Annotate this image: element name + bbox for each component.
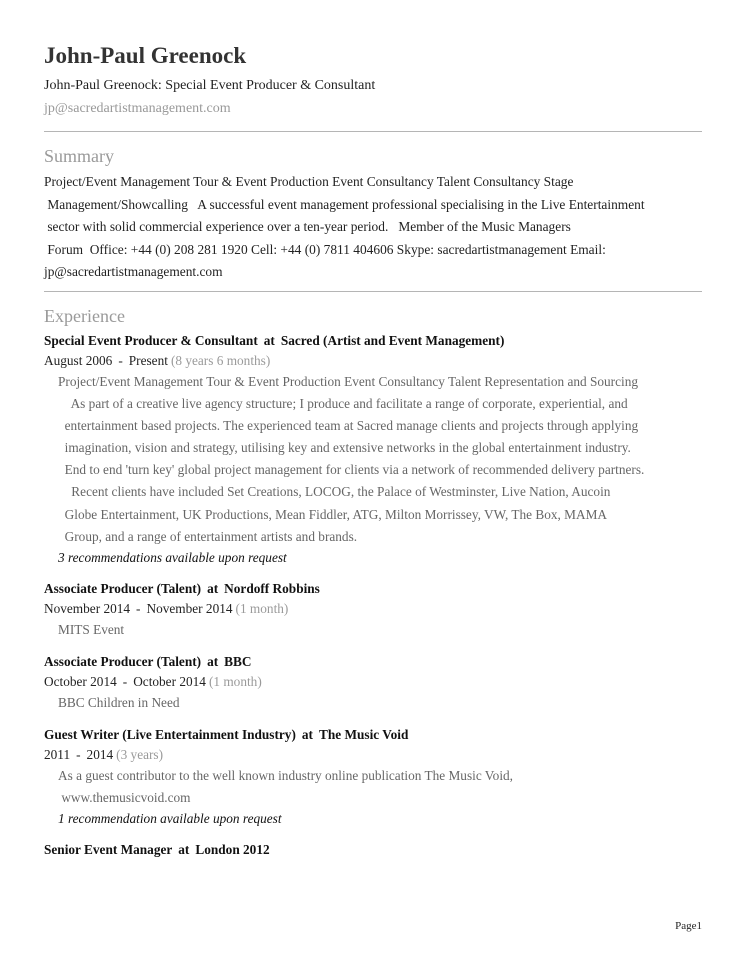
job-title-line: [44, 579, 702, 599]
experience-entry: [44, 331, 702, 568]
job-at-label: at: [263, 332, 275, 348]
job-start-date: August 2006: [44, 352, 113, 368]
job-description-line: Recent clients have included Set Creations, LOCOG, the Palace of Westminster, Live Nation, Aucoin: [58, 484, 611, 500]
job-end-date: Present: [128, 352, 168, 368]
job-duration: (1 month): [208, 673, 262, 689]
summary-line: Forum Office: +44 (0) 208 281 1920 Cell: +44 (0) 7811 404606 Skype: sacredartistmanagement Email:: [44, 241, 606, 257]
experience-entry: [44, 840, 702, 860]
job-description: [44, 371, 702, 548]
job-end-date: November 2014: [146, 600, 233, 616]
job-dates: [44, 745, 702, 765]
date-separator: -: [122, 673, 128, 689]
summary-line: Project/Event Management Tour & Event Production Event Consultancy Talent Consultancy Stage: [44, 174, 574, 189]
job-start-date: November 2014: [44, 600, 131, 616]
job-role: Special Event Producer & Consultant: [44, 332, 258, 348]
experience-heading: Experience: [44, 305, 125, 326]
section-divider: [44, 291, 702, 292]
job-description: [44, 765, 702, 809]
job-end-date: 2014: [86, 746, 114, 762]
profile-email[interactable]: jp@sacredartistmanagement.com: [44, 101, 231, 116]
job-description-line: As part of a creative live agency structure; I produce and facilitate a range of corporate, experiential, and: [58, 396, 628, 412]
job-description-line: Project/Event Management Tour & Event Production Event Consultancy Talent Representation and Sourcing: [58, 373, 638, 389]
job-company: Nordoff Robbins: [224, 580, 320, 596]
job-at-label: at: [207, 653, 219, 669]
job-dates: [44, 599, 702, 619]
summary-line: sector with solid commercial experience over a ten-year period. Member of the Music Managers: [44, 219, 571, 235]
experience-entry: [44, 652, 702, 714]
job-title-line: [44, 840, 702, 860]
date-separator: -: [118, 352, 123, 368]
job-title-line: [44, 331, 702, 351]
summary-heading: Summary: [44, 146, 114, 166]
resume-page: [44, 42, 702, 871]
job-company: London 2012: [195, 842, 270, 858]
experience-list: [44, 331, 702, 860]
job-at-label: at: [207, 580, 219, 596]
job-description-line: End to end 'turn key' global project management for clients via a network of recommended delivery partners.: [58, 462, 645, 478]
job-end-date: October 2014: [133, 673, 206, 689]
profile-headline: John-Paul Greenock: Special Event Producer & Consultant: [44, 78, 376, 93]
job-title-line: [44, 725, 702, 745]
job-company: The Music Void: [318, 726, 409, 742]
job-description-line: Globe Entertainment, UK Productions, Mean Fiddler, ATG, Milton Morrissey, VW, The Box, MAMA: [58, 506, 608, 522]
job-role: Senior Event Manager: [44, 842, 173, 858]
job-company: Sacred (Artist and Event Management): [280, 332, 505, 348]
experience-entry: [44, 725, 702, 829]
job-at-label: at: [178, 842, 190, 858]
job-recommendation-note: 1 recommendation available upon request: [58, 811, 282, 827]
job-description-line: www.themusicvoid.com: [58, 790, 191, 805]
job-description-line: entertainment based projects. The experienced team at Sacred manage clients and projects through applying: [58, 418, 639, 434]
job-description: [44, 619, 702, 641]
job-duration: (3 years): [116, 746, 164, 762]
job-company: BBC: [224, 653, 252, 669]
job-start-date: October 2014: [44, 673, 117, 689]
job-recommendation-note: 3 recommendations available upon request: [58, 549, 287, 565]
page-number: Page1: [675, 920, 702, 932]
job-dates: [44, 351, 702, 371]
date-separator: -: [76, 746, 81, 762]
job-start-date: 2011: [44, 746, 71, 762]
job-duration: (8 years 6 months): [170, 352, 271, 368]
profile-name: John-Paul Greenock: [44, 43, 247, 68]
job-role: Guest Writer (Live Entertainment Industry): [44, 726, 296, 742]
experience-entry: [44, 579, 702, 641]
summary-line: jp@sacredartistmanagement.com: [44, 264, 223, 280]
job-role: Associate Producer (Talent): [44, 653, 202, 669]
date-separator: -: [136, 600, 141, 616]
job-duration: (1 month): [235, 600, 289, 616]
job-description-line: Group, and a range of entertainment artists and brands.: [58, 528, 358, 544]
job-description-line: BBC Children in Need: [58, 694, 180, 710]
summary-body: [44, 171, 702, 284]
job-description: [44, 692, 702, 714]
job-description-line: As a guest contributor to the well known industry online publication The Music Void,: [58, 767, 514, 783]
job-description-line: MITS Event: [58, 621, 125, 637]
job-description-line: imagination, vision and strategy, utilising key and extensive networks in the global entertainment industry.: [58, 440, 631, 456]
job-role: Associate Producer (Talent): [44, 580, 202, 596]
job-title-line: [44, 652, 702, 672]
summary-line: Management/Showcalling A successful event management professional specialising in the Live Entertainment: [44, 196, 645, 212]
job-dates: [44, 672, 702, 692]
job-at-label: at: [301, 726, 313, 742]
section-divider: [44, 131, 702, 132]
